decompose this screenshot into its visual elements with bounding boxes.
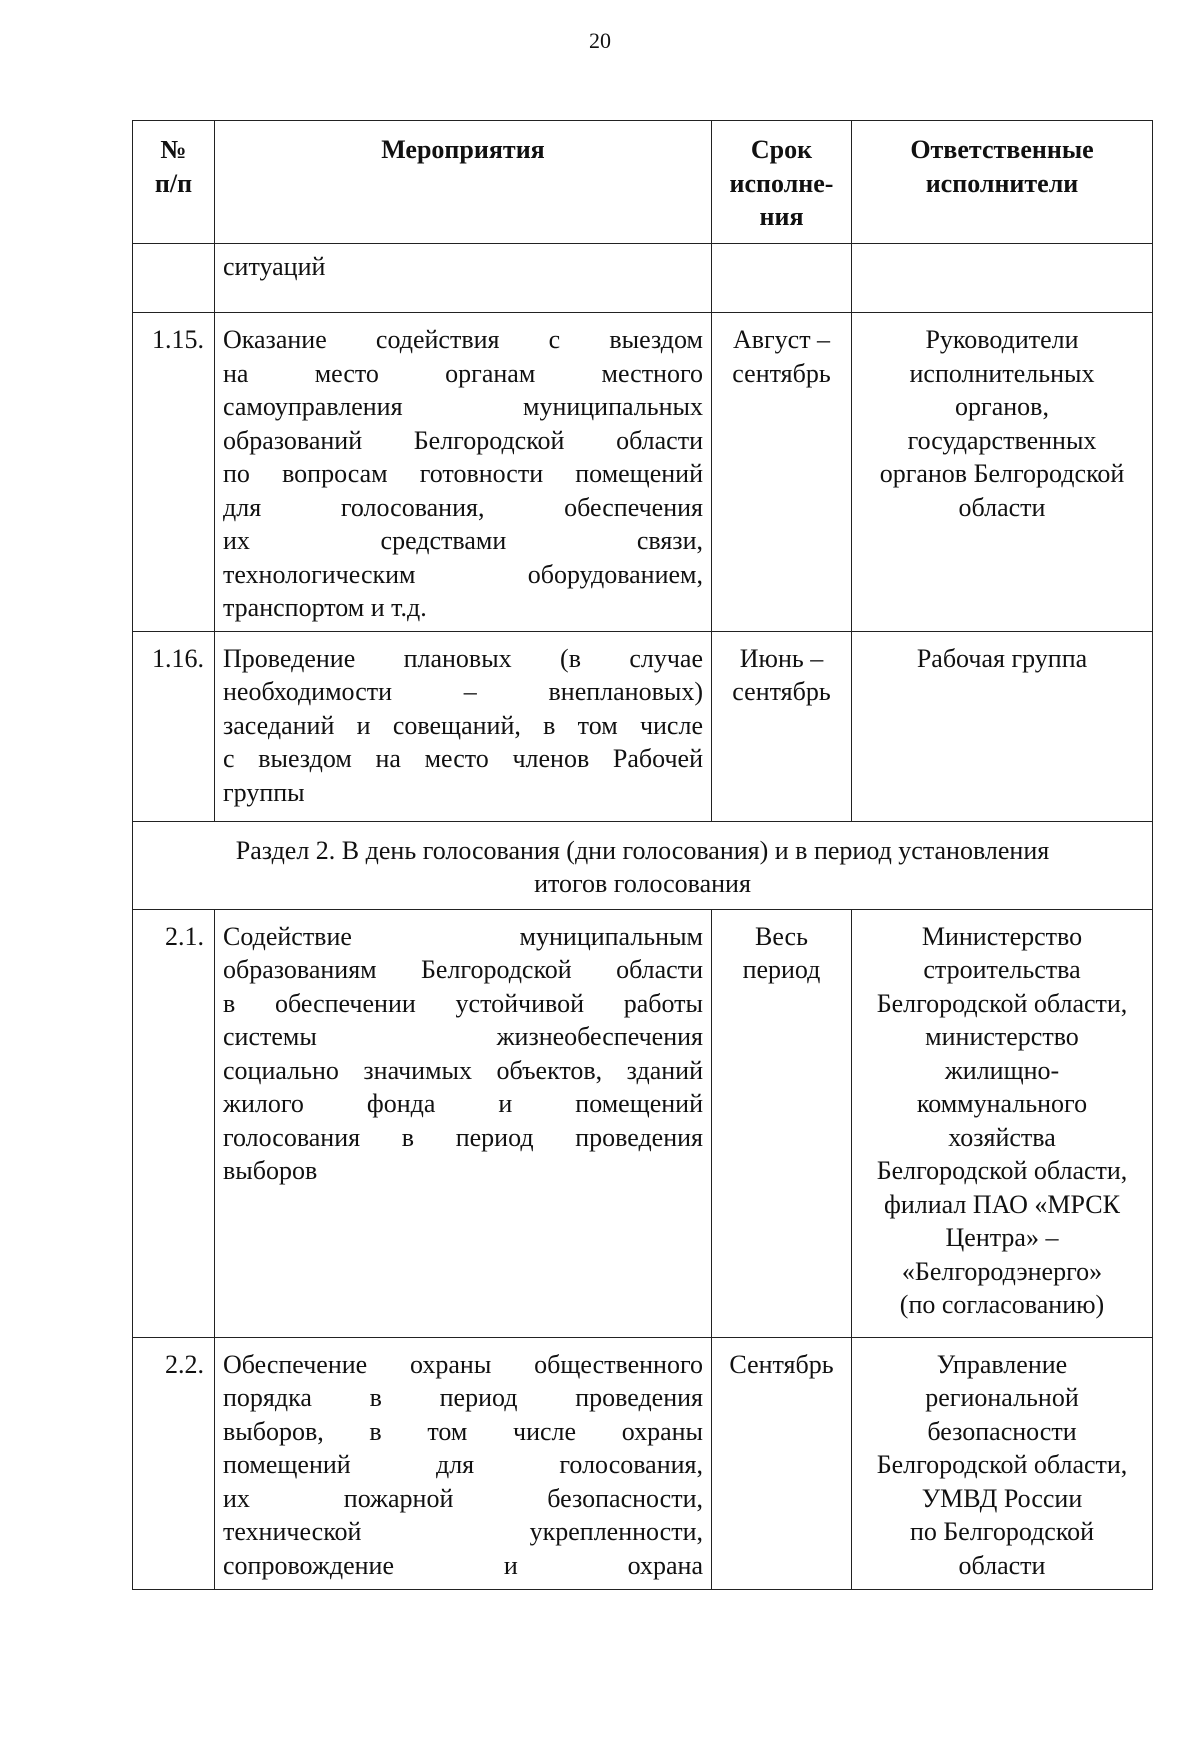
cell-term: Август – сентябрь xyxy=(712,313,852,632)
events-table xyxy=(132,120,1153,1590)
cell-activity: Оказание содействия с выездом на место органам местного самоуправления муниципальных образований Белгородской области по вопросам готовности помещений для голосования, обеспечения их средствами связи, технологическим оборудованием, транспортом и т.д. xyxy=(215,313,712,632)
cell-num: 1.16. xyxy=(133,631,215,821)
cell-num: 2.2. xyxy=(133,1337,215,1589)
header-num: № п/п xyxy=(133,121,215,244)
table-row-1-16 xyxy=(133,631,1153,821)
cell-term: Весь период xyxy=(712,909,852,1337)
cell-responsible xyxy=(852,244,1153,313)
table-header-row xyxy=(133,121,1153,244)
page-number: 20 xyxy=(589,28,611,53)
cell-activity: ситуаций xyxy=(215,244,712,313)
table-row-2-2 xyxy=(133,1337,1153,1589)
cell-responsible: Руководители исполнительных органов, государственных органов Белгородской области xyxy=(852,313,1153,632)
header-term: Срок исполне- ния xyxy=(712,121,852,244)
cell-num: 2.1. xyxy=(133,909,215,1337)
table-row-continuation xyxy=(133,244,1153,313)
header-responsible: Ответственные исполнители xyxy=(852,121,1153,244)
cell-responsible: Управление региональной безопасности Белгородской области, УМВД России по Белгородской области xyxy=(852,1337,1153,1589)
cell-activity: Обеспечение охраны общественного порядка в период проведения выборов, в том числе охраны помещений для голосования, их пожарной безопасности, технической укрепленности, сопровождение и охрана xyxy=(215,1337,712,1589)
cell-term: Сентябрь xyxy=(712,1337,852,1589)
cell-num xyxy=(133,244,215,313)
cell-term: Июнь – сентябрь xyxy=(712,631,852,821)
cell-activity: Содействие муниципальным образованиям Белгородской области в обеспечении устойчивой работы системы жизнеобеспечения социально значимых объектов, зданий жилого фонда и помещений голосования в период проведения выборов xyxy=(215,909,712,1337)
section-row xyxy=(133,821,1153,909)
cell-term xyxy=(712,244,852,313)
table-row-2-1 xyxy=(133,909,1153,1337)
cell-activity: Проведение плановых (в случае необходимости – внеплановых) заседаний и совещаний, в том числе с выездом на место членов Рабочей группы xyxy=(215,631,712,821)
cell-responsible: Рабочая группа xyxy=(852,631,1153,821)
cell-num: 1.15. xyxy=(133,313,215,632)
section-title: Раздел 2. В день голосования (дни голосования) и в период установления итогов голосования xyxy=(133,821,1153,909)
table-row-1-15 xyxy=(133,313,1153,632)
header-activity: Мероприятия xyxy=(215,121,712,244)
cell-responsible: Министерство строительства Белгородской области, министерство жилищно- коммунального хозяйства Белгородской области, филиал ПАО «МРСК Центра» – «Белгородэнерго» (по согласованию) xyxy=(852,909,1153,1337)
